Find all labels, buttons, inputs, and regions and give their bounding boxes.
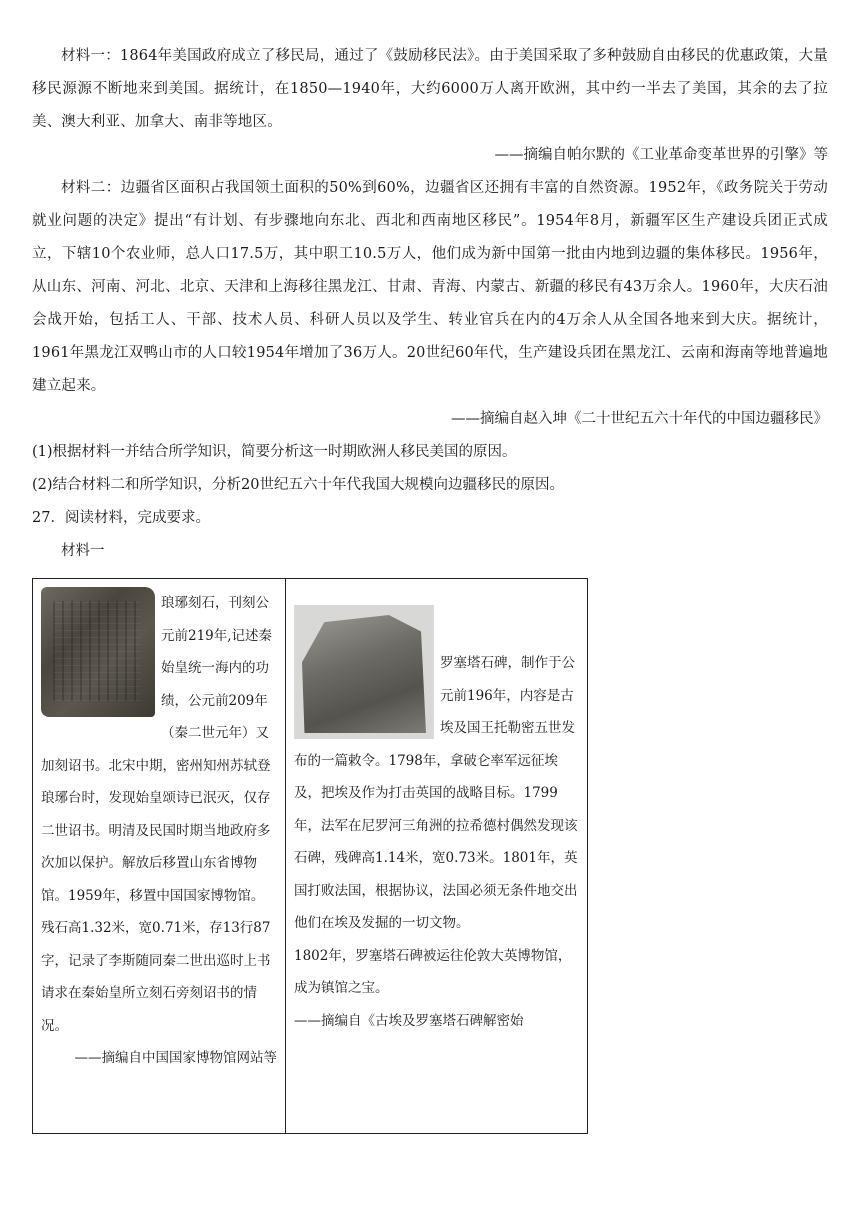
rosetta-stone-image	[294, 605, 434, 739]
rosetta-stone-source: ——摘编自《古埃及罗塞塔石碑解密始	[294, 1012, 524, 1029]
langya-stele-image	[41, 587, 155, 717]
comparison-table	[32, 578, 588, 1134]
document-body	[32, 40, 828, 568]
material-two-source: ——摘编自赵入坤《二十世纪五六十年代的中国边疆移民》	[451, 411, 828, 427]
material-one-source: ——摘编自帕尔默的《工业革命变革世界的引擎》等	[494, 147, 828, 163]
question-1: (1)根据材料一并结合所学知识，简要分析这一时期欧洲人移民美国的原因。	[32, 444, 517, 460]
material-two-text: 材料二：边疆省区面积占我国领土面积的50%到60%，边疆省区还拥有丰富的自然资源。1952年，《政务院关于劳动就业问题的决定》提出“有计划、有步骤地向东北、西北和西南地区移民”。1954年8月，新疆军区生产建设兵团正式成立，下辖10个农业师，总人口17.5万，其中职工10.5万人，他们成为新中国第一批由内地到边疆的集体移民。1956年，从山东、河南、河北、北京、天津和上海移往黑龙江、甘肃、青海、内蒙古、新疆的移民有43万余人。1960年，大庆石油会战开始，包括工人、干部、技术人员、科研人员以及学生、转业官兵在内的4万余人从全国各地来到大庆。据统计，1961年黑龙江双鸭山市的人口较1954年增加了36万人。20世纪60年代，生产建设兵团在黑龙江、云南和海南等地普遍地建立起来。	[32, 180, 828, 394]
left-cell	[33, 579, 286, 1134]
langya-stele-text: 琅琊刻石，刊刻公元前219年,记述秦始皇统一海内的功绩，公元前209年（秦二世元年）又加刻诏书。北宋中期，密州知州苏轼登琅琊台时，发现始皇颂诗已泯灭，仅存二世诏书。明清及民国时期当地政府多次加以保护。解放后移置山东省博物馆。1959年，移置中国国家博物馆。残石高1.32米，宽0.71米，存13行87字，记录了李斯随同秦二世出巡时上书请求在秦始皇所立刻石旁刻诏书的情况。	[41, 595, 273, 1034]
rosetta-stone-text-2: 1802年，罗塞塔石碑被运往伦敦大英博物馆，成为镇馆之宝。	[294, 947, 572, 996]
material-label: 材料一	[61, 543, 105, 559]
material-one-text: 材料一：1864年美国政府成立了移民局，通过了《鼓励移民法》。由于美国采取了多种鼓励自由移民的优惠政策，大量移民源源不断地来到美国。据统计，在1850—1940年，大约6000万人离开欧洲，其中约一半去了美国，其余的去了拉美、澳大利亚、加拿大、南非等地区。	[32, 48, 828, 130]
question-27-heading: 27．阅读材料，完成要求。	[32, 510, 210, 526]
question-2: (2)结合材料二和所学知识，分析20世纪五六十年代我国大规模向边疆移民的原因。	[32, 477, 564, 493]
right-cell	[286, 579, 588, 1134]
langya-stele-source: ——摘编自中国国家博物馆网站等	[74, 1050, 277, 1066]
rosetta-stone-text: 罗塞塔石碑，制作于公元前196年，内容是古埃及国王托勒密五世发布的一篇敕令。1798年，拿破仑率军远征埃及，把埃及作为打击英国的战略目标。1799年，法军在尼罗河三角洲的拉希德村偶然发现该石碑，残碑高1.14米，宽0.73米。1801年，英国打败法国，根据协议，法国必须无条件地交出他们在埃及发掘的一切文物。	[294, 655, 578, 931]
